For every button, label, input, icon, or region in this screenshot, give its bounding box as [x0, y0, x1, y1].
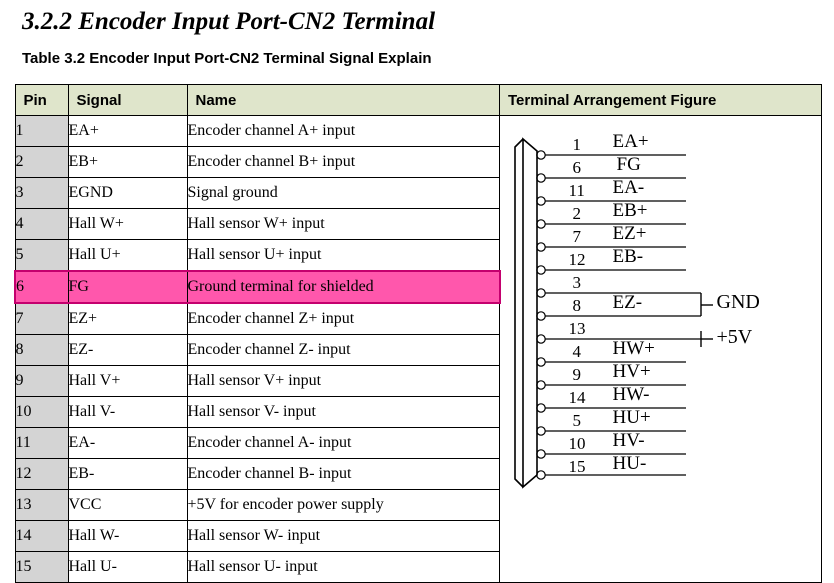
header-pin: Pin	[15, 85, 68, 116]
figure-pin-label: EA-	[612, 177, 645, 198]
cell-pin: 8	[15, 335, 68, 366]
figure-pin-number: 12	[568, 250, 586, 269]
cell-pin: 12	[15, 459, 68, 490]
figure-pin-label: EZ-	[612, 292, 643, 313]
figure-pin-label: EA+	[612, 131, 649, 152]
page-title: 3.2.2 Encoder Input Port-CN2 Terminal	[22, 8, 436, 35]
figure-pin-number: 5	[572, 411, 581, 430]
cell-signal: Hall U-	[68, 552, 187, 583]
cell-name: Signal ground	[187, 178, 500, 209]
figure-pin-label: HU+	[612, 407, 651, 428]
cell-pin: 11	[15, 428, 68, 459]
cell-name: Ground terminal for shielded	[187, 271, 500, 303]
cell-name: Hall sensor V- input	[187, 397, 500, 428]
figure-pin-label: HW+	[612, 338, 655, 359]
figure-pin-label: HW-	[612, 384, 650, 405]
pinout-table-container	[14, 84, 822, 583]
figure-pin-number: 15	[568, 457, 586, 476]
figure-bracket-label-gnd: GND	[716, 291, 760, 313]
figure-pin-number: 3	[572, 273, 581, 292]
figure-pin-number: 11	[568, 181, 585, 200]
cell-signal: Hall V-	[68, 397, 187, 428]
figure-pin-number: 7	[572, 227, 581, 246]
figure-pin-label: EB-	[612, 246, 644, 267]
cell-name: +5V for encoder power supply	[187, 490, 500, 521]
cell-signal: Hall V+	[68, 366, 187, 397]
figure-pin-number: 9	[572, 365, 581, 384]
cell-signal: EZ+	[68, 303, 187, 335]
figure-pin-number: 2	[572, 204, 581, 223]
figure-pin-label: HV-	[612, 430, 645, 451]
cell-name: Encoder channel B+ input	[187, 147, 500, 178]
cell-signal: Hall W+	[68, 209, 187, 240]
header-name: Name	[187, 85, 500, 116]
figure-bracket-label-5v: +5V	[716, 326, 753, 348]
cell-signal: FG	[68, 271, 187, 303]
cell-signal: EZ-	[68, 335, 187, 366]
cell-signal: EB+	[68, 147, 187, 178]
cell-pin: 4	[15, 209, 68, 240]
cell-signal: VCC	[68, 490, 187, 521]
figure-pin-label: HU-	[612, 453, 647, 474]
figure-pin-number: 8	[572, 296, 581, 315]
cell-name: Hall sensor W+ input	[187, 209, 500, 240]
cell-signal: EGND	[68, 178, 187, 209]
cell-pin: 3	[15, 178, 68, 209]
cell-name: Encoder channel A+ input	[187, 116, 500, 147]
cell-pin: 6	[15, 271, 68, 303]
table-header-row	[15, 85, 822, 116]
cell-pin: 15	[15, 552, 68, 583]
cell-pin: 1	[15, 116, 68, 147]
cell-signal: Hall U+	[68, 240, 187, 272]
cell-pin: 13	[15, 490, 68, 521]
cell-signal: EA-	[68, 428, 187, 459]
figure-pin-number: 13	[568, 319, 586, 338]
figure-pin-number: 6	[572, 158, 581, 177]
cell-pin: 7	[15, 303, 68, 335]
cell-name: Hall sensor V+ input	[187, 366, 500, 397]
cell-pin: 5	[15, 240, 68, 272]
figure-pin-label: FG	[616, 154, 641, 175]
cell-name: Encoder channel B- input	[187, 459, 500, 490]
figure-canvas	[501, 119, 812, 579]
cell-signal: EB-	[68, 459, 187, 490]
table-row	[15, 116, 822, 147]
pinout-table	[14, 84, 822, 583]
header-figure: Terminal Arrangement Figure	[500, 85, 822, 116]
cell-name: Hall sensor U+ input	[187, 240, 500, 272]
cell-pin: 10	[15, 397, 68, 428]
cell-pin: 2	[15, 147, 68, 178]
cell-name: Hall sensor U- input	[187, 552, 500, 583]
cell-signal: Hall W-	[68, 521, 187, 552]
cell-name: Hall sensor W- input	[187, 521, 500, 552]
cell-name: Encoder channel A- input	[187, 428, 500, 459]
header-signal: Signal	[68, 85, 187, 116]
figure-pin-label: HV+	[612, 361, 651, 382]
figure-pin-label: EB+	[612, 200, 648, 221]
cell-pin: 9	[15, 366, 68, 397]
cell-name: Encoder channel Z- input	[187, 335, 500, 366]
table-caption: Table 3.2 Encoder Input Port-CN2 Terminal Signal Explain	[22, 50, 432, 67]
cell-signal: EA+	[68, 116, 187, 147]
terminal-arrangement-figure	[500, 116, 822, 583]
figure-pin-number: 14	[568, 388, 586, 407]
figure-pin-number: 4	[572, 342, 581, 361]
figure-pin-number: 1	[572, 135, 581, 154]
cell-pin: 14	[15, 521, 68, 552]
cell-name: Encoder channel Z+ input	[187, 303, 500, 335]
figure-pin-number: 10	[568, 434, 586, 453]
figure-pin-label: EZ+	[612, 223, 647, 244]
